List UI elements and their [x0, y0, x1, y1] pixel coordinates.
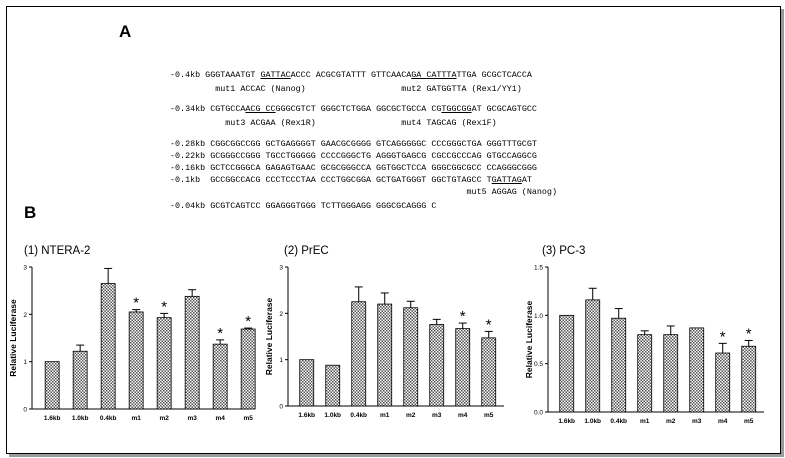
x-tick-label: m4 [458, 412, 468, 419]
y-axis-label: Relative Luciferase [264, 297, 274, 376]
x-tick-label: 1.0kb [71, 415, 89, 422]
x-tick-label: 1.0kb [324, 412, 342, 419]
chart-prec [264, 225, 512, 445]
sequence-line [170, 187, 557, 197]
bar [213, 344, 227, 409]
x-tick-label: m3 [432, 412, 442, 419]
bar [430, 324, 444, 406]
chart-title: (3) PC-3 [542, 245, 586, 257]
bar [456, 329, 470, 406]
bar [690, 328, 704, 412]
bar [742, 346, 756, 412]
bar-chart-svg [264, 225, 512, 445]
sequence-line [170, 151, 537, 161]
panel-a-label: A [119, 22, 132, 41]
sequence-text: -0.1kb GCCGGCCACG CCCTCCCTAA CCCTGGCGGA GCTGATGGGT GGCTGTAGCC T [170, 175, 492, 185]
underlined-motif: GA CATTTA [411, 70, 457, 80]
bar [129, 312, 143, 409]
bar [560, 315, 574, 412]
significance-star: * [245, 313, 252, 331]
x-tick-label: 0.4kb [350, 412, 368, 419]
sequence-text: -0.04kb GCGTCAGTCC GGAGGGTGGG TCTTGGGAGG GGGCGCAGGG C [170, 201, 437, 211]
y-tick-label: 0.5 [533, 361, 543, 369]
x-tick-label: m3 [692, 418, 702, 425]
x-tick-label: 0.4kb [610, 418, 628, 425]
x-tick-label: m1 [380, 412, 390, 419]
x-tick-label: m2 [159, 415, 169, 422]
sequence-text: -0.4kb GGGTAAATGT [170, 70, 261, 80]
chart-ntera2 [10, 225, 255, 445]
sequence-text: AT GCGCAGTGCC [471, 104, 537, 114]
underlined-motif: ACG CC [245, 104, 276, 114]
x-tick-label: m4 [215, 415, 225, 422]
sequence-text: mut1 ACCAC (Nanog) mut2 GATGGTTA (Rex1/YY1) [170, 84, 522, 94]
sequence-line [170, 104, 537, 114]
sequence-text: -0.28kb CGGCGGCCGG GCTGAGGGGT GAACGCGGGG GTCAGGGGGC CCCGGGCTGA GGGTTTGCGT [170, 139, 537, 149]
x-tick-label: 1.6kb [43, 415, 61, 422]
x-tick-label: m4 [718, 418, 728, 425]
x-tick-label: 1.6kb [298, 412, 316, 419]
chart-title: (2) PrEC [284, 245, 329, 257]
underlined-motif: GATTAG [491, 175, 522, 185]
bar [664, 335, 678, 412]
bar [73, 351, 87, 409]
sequence-line [170, 84, 522, 94]
significance-star: * [485, 316, 492, 334]
bar [326, 365, 340, 406]
significance-star: * [745, 325, 752, 343]
x-tick-label: m3 [187, 415, 197, 422]
bar [157, 318, 171, 409]
x-tick-label: m5 [744, 418, 754, 425]
bar [716, 353, 730, 412]
panel-b-label: B [24, 203, 37, 222]
bar-chart-svg [510, 225, 772, 445]
promoter-sequence [0, 0, 785, 220]
sequence-text: -0.16kb GCTCCGGGCA GAGAGTGAAC GCGCGGGCCA GGTGGCTCCA GGGCGGCGCC CCAGGGCGGG [170, 163, 537, 173]
x-tick-label: 0.4kb [99, 415, 117, 422]
x-tick-label: m2 [406, 412, 416, 419]
chart-title: (1) NTERA-2 [24, 245, 91, 257]
x-tick-label: m5 [484, 412, 494, 419]
significance-star: * [161, 298, 168, 316]
y-tick-label: 3 [279, 264, 283, 272]
bar [300, 360, 314, 406]
sequence-text: -0.22kb GCGGGCCGGG TGCCTGGGGG CCCCGGGCTG AGGGTGAGCG CGCCGCCCAG GTGCCAGGCG [170, 151, 537, 161]
bar [45, 362, 59, 409]
bar [482, 338, 496, 406]
x-tick-label: m1 [131, 415, 141, 422]
sequence-text: ACCC ACGCGTATTT GTTCAACA [290, 70, 412, 80]
significance-star: * [217, 324, 224, 342]
sequence-text: GGGCGTCT GGGCTCTGGA GGCGCTGCCA CG [275, 104, 442, 114]
bar [404, 308, 418, 406]
y-tick-label: 1 [279, 357, 283, 365]
significance-star: * [133, 294, 140, 312]
x-tick-label: 1.6kb [558, 418, 576, 425]
sequence-text: mut3 ACGAA (Rex1R) mut4 TAGCAG (Rex1F) [170, 118, 497, 128]
x-tick-label: m5 [243, 415, 253, 422]
bar [241, 329, 255, 409]
sequence-text: mut5 AGGAG (Nanog) [170, 187, 557, 197]
underlined-motif: TGGCGG [441, 104, 472, 114]
bar [352, 302, 366, 406]
x-tick-label: m1 [640, 418, 650, 425]
y-tick-label: 1 [23, 359, 27, 367]
y-axis-label: Relative Luciferase [524, 300, 534, 379]
y-axis-label: Relative Luciferase [8, 299, 18, 377]
y-tick-label: 2 [279, 310, 283, 318]
y-tick-label: 0 [279, 403, 283, 411]
significance-star: * [459, 308, 466, 326]
y-tick-label: 0.0 [533, 409, 543, 417]
bar [638, 335, 652, 412]
bar [378, 304, 392, 406]
sequence-line [170, 175, 532, 185]
y-tick-label: 3 [23, 264, 27, 272]
bar-chart-svg [10, 225, 255, 445]
y-tick-label: 1.5 [533, 264, 543, 272]
x-tick-label: m2 [666, 418, 676, 425]
sequence-text: AT [521, 175, 532, 185]
bar [101, 284, 115, 409]
y-tick-label: 0 [23, 406, 27, 414]
bar [185, 296, 199, 409]
y-tick-label: 1.0 [533, 312, 543, 320]
x-tick-label: 1.0kb [584, 418, 602, 425]
underlined-motif: GATTAC [260, 70, 291, 80]
sequence-text: TTGA GCGCTCACCA [456, 70, 532, 80]
bar [586, 300, 600, 412]
sequence-line [170, 201, 436, 211]
sequence-line [170, 70, 532, 80]
bar [612, 318, 626, 412]
sequence-line [170, 118, 497, 128]
chart-pc3 [510, 225, 772, 445]
sequence-text: -0.34kb CGTGCCA [170, 104, 246, 114]
y-tick-label: 2 [23, 311, 27, 319]
sequence-line [170, 139, 537, 149]
sequence-line [170, 163, 537, 173]
significance-star: * [719, 328, 726, 346]
